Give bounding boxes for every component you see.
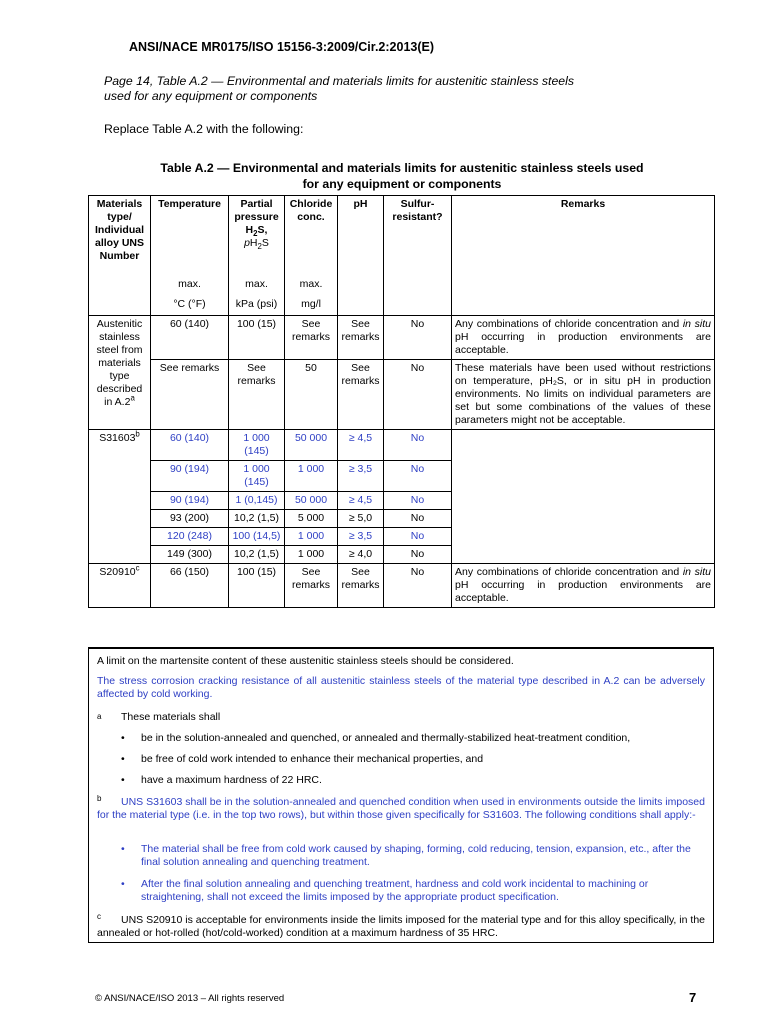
- footnote-c-text: UNS S20910 is acceptable for environments inside the limits imposed for the material type and for this alloy specifically, in the annealed or hot-rolled (hot/cold-worked) condition at a maximum hardness of 35 HRC.: [97, 914, 705, 939]
- remarks-cell-empty: [452, 430, 715, 564]
- bullet-icon: •: [121, 774, 125, 786]
- table-notes: [88, 647, 714, 943]
- remarks-cell: These materials have been used without restrictions on temperature, pH₂S, or in situ pH in production environments. No limits on individual parameters are set but some combinations of the values of these parameters might not be acceptable.: [452, 360, 715, 430]
- header-ph: pH: [338, 196, 384, 276]
- table-row: 90 (194) 1 (0,145) 50 000 ≥ 4,5 No: [89, 492, 715, 510]
- bullet-icon: •: [121, 753, 125, 765]
- page-number: 7: [689, 990, 697, 1005]
- footnote-b-item: The material shall be free from cold work caused by shaping, forming, cold reducing, tension, expansion, etc., after the final solution annealing and quenching treatment.: [141, 843, 691, 868]
- footnote-b-item: After the final solution annealing and quenching treatment, hardness and cold work incidental to machining or straightening, shall not exceed the limits imposed by the appropriate product specification.: [141, 878, 649, 903]
- header-sulfur-resistant: Sulfur-resistant?: [384, 196, 452, 276]
- material-austenitic: Austenitic stainless steel from materials type described in A.2$^a$: [89, 316, 151, 430]
- table-row: 93 (200) 10,2 (1,5) 5 000 ≥ 5,0 No: [89, 510, 715, 528]
- header-remarks: Remarks: [452, 196, 715, 316]
- bullet-icon: •: [121, 843, 125, 855]
- header-materials: Materials type/ Individual alloy UNS Number: [89, 196, 151, 276]
- bullet-icon: •: [121, 732, 125, 744]
- unit-temp: °C (°F): [151, 296, 229, 316]
- table-caption: Table A.2 — Environmental and materials limits for austenitic stainless steels used for any equipment or components: [160, 161, 644, 191]
- remarks-cell: Any combinations of chloride concentration and in situ pH occurring in production environments are acceptable.: [452, 316, 715, 360]
- header-chloride: Chloride conc.: [285, 196, 338, 276]
- bullet-icon: •: [121, 878, 125, 890]
- max-temp: max.: [151, 276, 229, 296]
- unit-chloride: mg/l: [285, 296, 338, 316]
- footnote-b-text: UNS S31603 shall be in the solution-annealed and quenched condition when used in environments outside the limits imposed for the material type (i.e. in the top two rows), but within those given specifically for S31603. The following conditions shall apply:-: [97, 796, 705, 821]
- remarks-cell: Any combinations of chloride concentration and in situ pH occurring in production environments are acceptable.: [452, 564, 715, 608]
- footnote-a-item: have a maximum hardness of 22 HRC.: [141, 774, 322, 786]
- footnote-b-mark: b: [97, 794, 102, 803]
- material-s20910: S20910$^c$: [89, 564, 151, 608]
- footnote-a-mark: a: [97, 712, 102, 721]
- table-row: Austenitic stainless steel from materials type described in A.2$^a$ 60 (140) 100 (15) See remarks See remarks No Any combinations of chloride concentration and in situ pH occurring in production environments are acceptable.: [89, 316, 715, 360]
- table-row: 120 (248) 100 (14,5) 1 000 ≥ 3,5 No: [89, 528, 715, 546]
- footnote-a-item: be free of cold work intended to enhance their mechanical properties, and: [141, 753, 484, 765]
- footnote-a-item: be in the solution-annealed and quenched, or annealed and thermally-stabilized heat-treatment condition,: [141, 732, 631, 744]
- limits-table: [88, 195, 715, 608]
- table-row: 149 (300) 10,2 (1,5) 1 000 ≥ 4,0 No: [89, 546, 715, 564]
- amendment-subtitle: Page 14, Table A.2 — Environmental and materials limits for austenitic stainless steels used for any equipment or components: [104, 74, 575, 103]
- table-row: S20910$^c$ 66 (150) 100 (15) See remarks See remarks No Any combinations of chloride concentration and in situ pH occurring in production environments are acceptable.: [89, 564, 715, 608]
- footnote-a-intro: These materials shall: [121, 711, 221, 723]
- table-row: 90 (194) 1 000 (145) 1 000 ≥ 3,5 No: [89, 461, 715, 492]
- footnote-c-mark: c: [97, 912, 101, 921]
- material-s31603: S31603$^b$: [89, 430, 151, 564]
- table-row: See remarks See remarks 50 See remarks No These materials have been used without restrictions on temperature, pH₂S, or in situ pH in production environments. No limits on individual parameters are set but some combinations of the values of these parameters might not be acceptable.: [89, 360, 715, 430]
- table-row: S31603$^b$ 60 (140) 1 000 (145) 50 000 ≥ 4,5 No: [89, 430, 715, 461]
- header-temperature: Temperature: [151, 196, 229, 276]
- note-martensite: A limit on the martensite content of these austenitic stainless steels should be considered.: [97, 655, 514, 667]
- replace-instruction: Replace Table A.2 with the following:: [104, 122, 304, 136]
- max-chloride: max.: [285, 276, 338, 296]
- copyright-footer: © ANSI/NACE/ISO 2013 – All rights reserved: [95, 993, 285, 1004]
- document-header: ANSI/NACE MR0175/ISO 15156-3:2009/Cir.2:2013(E): [129, 40, 435, 54]
- header-partial-pressure: Partial pressure $H_2S$, $pH_2S$: [229, 196, 285, 276]
- unit-pressure: kPa (psi): [229, 296, 285, 316]
- max-pressure: max.: [229, 276, 285, 296]
- note-cold-working: The stress corrosion cracking resistance of all austenitic stainless steels of the material type described in A.2 can be adversely affected by cold working.: [97, 675, 705, 700]
